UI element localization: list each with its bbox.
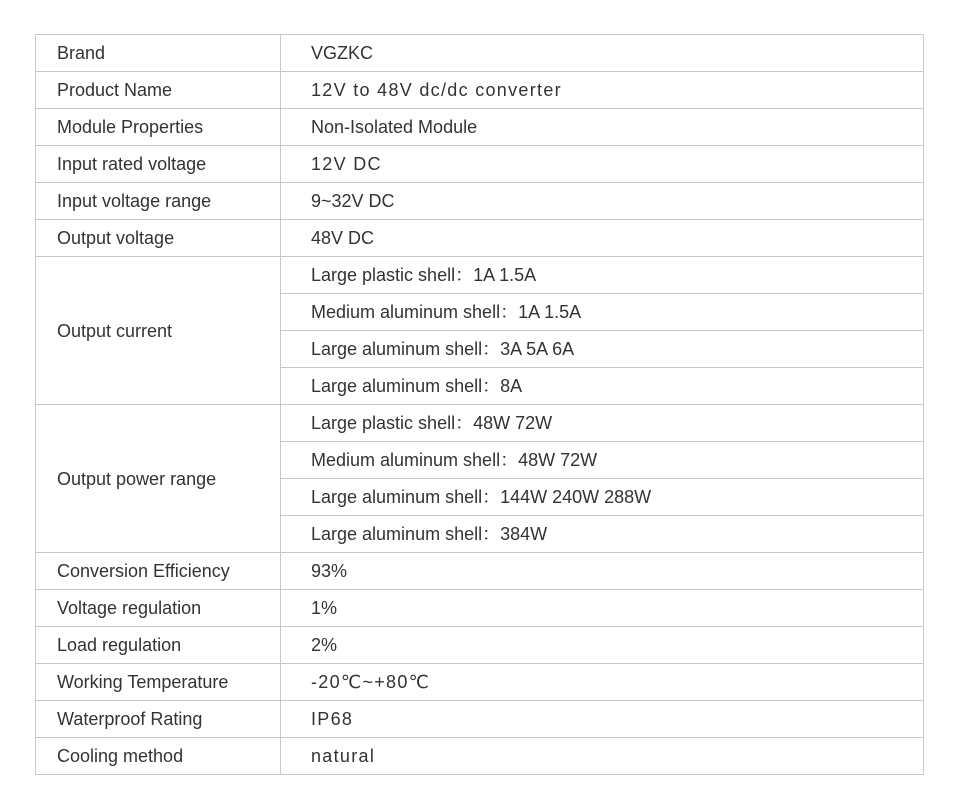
row-value: 9~32V DC xyxy=(281,183,924,220)
row-value: 1% xyxy=(281,590,924,627)
row-value: -20℃~+80℃ xyxy=(281,664,924,701)
row-label: Voltage regulation xyxy=(36,590,281,627)
table-row xyxy=(36,701,924,738)
row-label: Input voltage range xyxy=(36,183,281,220)
row-value: VGZKC xyxy=(281,35,924,72)
row-label: Working Temperature xyxy=(36,664,281,701)
spec-table xyxy=(35,34,924,775)
table-row xyxy=(36,627,924,664)
table-row xyxy=(36,109,924,146)
row-value: Medium aluminum shell：1A 1.5A xyxy=(281,294,924,331)
table-row xyxy=(36,664,924,701)
table-row xyxy=(36,257,924,294)
row-value: 2% xyxy=(281,627,924,664)
row-label: Output power range xyxy=(36,405,281,553)
row-label: Brand xyxy=(36,35,281,72)
row-label: Product Name xyxy=(36,72,281,109)
row-label: Input rated voltage xyxy=(36,146,281,183)
table-row xyxy=(36,35,924,72)
row-value: IP68 xyxy=(281,701,924,738)
row-value: Large aluminum shell：384W xyxy=(281,516,924,553)
row-value: Medium aluminum shell：48W 72W xyxy=(281,442,924,479)
table-row xyxy=(36,220,924,257)
row-label: Output current xyxy=(36,257,281,405)
row-value: natural xyxy=(281,738,924,775)
row-value: 12V DC xyxy=(281,146,924,183)
row-value: Large aluminum shell：144W 240W 288W xyxy=(281,479,924,516)
table-row xyxy=(36,72,924,109)
table-row xyxy=(36,146,924,183)
row-value: Large plastic shell：48W 72W xyxy=(281,405,924,442)
row-value: 93% xyxy=(281,553,924,590)
row-value: Large aluminum shell：8A xyxy=(281,368,924,405)
row-label: Conversion Efficiency xyxy=(36,553,281,590)
row-label: Cooling method xyxy=(36,738,281,775)
row-value: 48V DC xyxy=(281,220,924,257)
table-row xyxy=(36,590,924,627)
row-label: Load regulation xyxy=(36,627,281,664)
row-value: Large aluminum shell：3A 5A 6A xyxy=(281,331,924,368)
row-label: Waterproof Rating xyxy=(36,701,281,738)
row-label: Output voltage xyxy=(36,220,281,257)
row-value: Large plastic shell：1A 1.5A xyxy=(281,257,924,294)
table-row xyxy=(36,183,924,220)
table-row xyxy=(36,553,924,590)
table-row xyxy=(36,738,924,775)
row-value: Non-Isolated Module xyxy=(281,109,924,146)
table-row xyxy=(36,405,924,442)
row-label: Module Properties xyxy=(36,109,281,146)
row-value: 12V to 48V dc/dc converter xyxy=(281,72,924,109)
